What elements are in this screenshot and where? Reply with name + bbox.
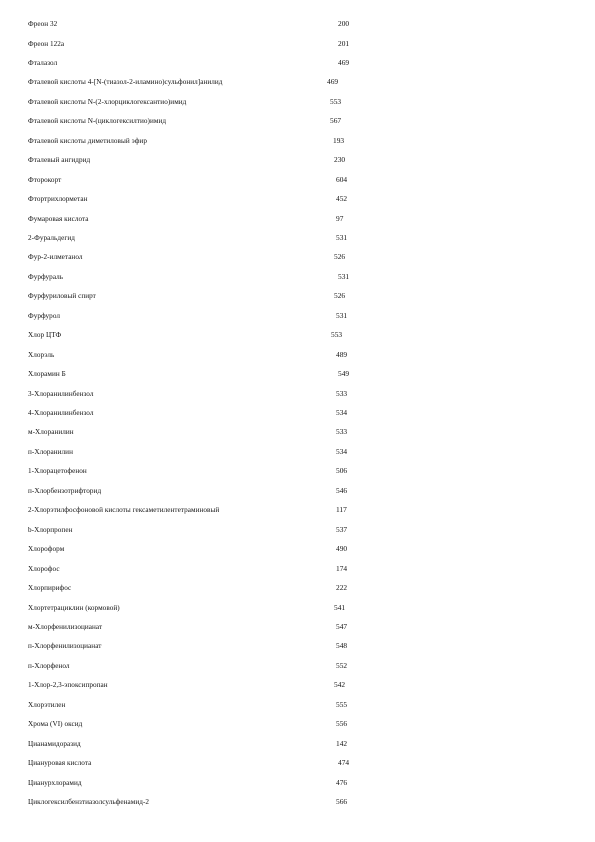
entry-name: Фталевой кислоты N-(циклогексилтио)имид xyxy=(28,117,167,126)
entry-name: Фталевый ангидрид xyxy=(28,156,91,165)
entry-page-number: 534 xyxy=(336,408,348,417)
entry-page-number: 174 xyxy=(336,563,348,573)
entry-page-number: 142 xyxy=(336,738,348,748)
entry-page-number: 193 xyxy=(333,135,345,145)
entry-name: 1-Хлор-2,3-эпоксипропан xyxy=(28,681,108,690)
entry-name: п-Хлорфенол xyxy=(28,661,70,670)
entry-page-number: 476 xyxy=(336,777,348,787)
entry-name: Фурфураль xyxy=(28,272,64,281)
entry-name: Фурфурол xyxy=(28,311,61,320)
entry-name: 3-Хлоранилинбензол xyxy=(28,389,94,398)
entry-name: Фталевой кислоты 4-[N-(тиазол-2-иламино)сульфонил]анилид xyxy=(28,78,223,87)
index-entry xyxy=(0,250,595,264)
index-entry xyxy=(0,406,595,420)
entry-page-number: 533 xyxy=(336,427,348,437)
index-entry xyxy=(0,95,595,109)
entry-page-number: 567 xyxy=(330,116,342,126)
entry-name: 2-Хлорэтилфосфоновой кислоты гексаметилентетраминовый xyxy=(28,506,220,515)
index-entry xyxy=(0,212,595,226)
entry-name: м-Хлоранилин xyxy=(28,428,74,437)
entry-name: b-Хлорпропен xyxy=(28,525,73,534)
entry-name: п-Хлорфенилизоцианат xyxy=(28,642,102,651)
index-entry xyxy=(0,562,595,576)
entry-page-number: 546 xyxy=(336,485,348,495)
index-entry xyxy=(0,192,595,206)
entry-name: Циклогексилбензтиазолсульфенамид-2 xyxy=(28,798,150,806)
index-entry xyxy=(0,464,595,478)
entry-page-number: 531 xyxy=(338,271,350,281)
index-entry xyxy=(0,17,595,31)
entry-page-number: 469 xyxy=(327,77,339,87)
entry-name: Фумаровая кислота xyxy=(28,214,89,223)
index-entry xyxy=(0,153,595,167)
entry-page-number: 541 xyxy=(334,602,346,612)
index-entry xyxy=(0,289,595,303)
entry-page-number: 97 xyxy=(336,213,344,223)
index-entry xyxy=(0,756,595,770)
entry-page-number: 533 xyxy=(336,388,348,398)
index-entry xyxy=(0,387,595,401)
entry-page-number: 552 xyxy=(336,660,348,670)
index-entry xyxy=(0,717,595,731)
index-entry xyxy=(0,601,595,615)
entry-page-number: 469 xyxy=(338,57,350,67)
entry-name: Хлорпирифос xyxy=(28,584,72,592)
entry-page-number: 531 xyxy=(336,232,348,242)
entry-page-number: 604 xyxy=(336,174,348,184)
index-entry xyxy=(0,698,595,712)
index-entry xyxy=(0,173,595,187)
index-entry xyxy=(0,639,595,653)
entry-page-number: 506 xyxy=(336,466,348,476)
index-entry xyxy=(0,134,595,148)
entry-name: Хлорэль xyxy=(28,350,55,359)
entry-page-number: 555 xyxy=(336,699,348,709)
entry-page-number: 200 xyxy=(338,19,350,28)
entry-name: Цианамидоразид xyxy=(28,739,81,748)
entry-page-number: 222 xyxy=(336,583,348,592)
entry-page-number: 553 xyxy=(330,96,342,106)
entry-name: Фторокорт xyxy=(28,175,62,184)
index-entry xyxy=(0,328,595,342)
index-entry xyxy=(0,678,595,692)
entry-name: 1-Хлорацетофенон xyxy=(28,467,87,476)
entry-name: Хлорамин Б xyxy=(28,370,66,379)
index-entry xyxy=(0,367,595,381)
entry-page-number: 117 xyxy=(336,505,347,515)
entry-name: п-Хлоранилин xyxy=(28,447,73,456)
index-entry xyxy=(0,620,595,634)
entry-page-number: 547 xyxy=(336,621,348,631)
entry-page-number: 553 xyxy=(331,330,343,340)
entry-page-number: 566 xyxy=(336,797,348,806)
entry-page-number: 534 xyxy=(336,446,348,456)
index-entry xyxy=(0,659,595,673)
index-entry xyxy=(0,270,595,284)
entry-page-number: 201 xyxy=(338,38,350,48)
entry-name: 4-Хлоранилинбензол xyxy=(28,409,94,417)
index-entry xyxy=(0,503,595,517)
entry-page-number: 489 xyxy=(336,349,348,359)
entry-name: м-Хлорфенилизоцианат xyxy=(28,622,103,631)
entry-page-number: 490 xyxy=(336,544,348,554)
entry-name: Хлороформ xyxy=(28,545,65,554)
index-entry xyxy=(0,56,595,70)
entry-name: Фталевой кислоты N-(2-хлорциклогексантио)имид xyxy=(28,97,187,106)
entry-name: Фталевой кислоты диметиловый эфир xyxy=(28,136,147,145)
entry-name: Фтортрихлорметан xyxy=(28,195,88,203)
index-entry xyxy=(0,37,595,51)
index-entry xyxy=(0,737,595,751)
entry-page-number: 549 xyxy=(338,369,350,379)
index-entry xyxy=(0,445,595,459)
entry-name: Хлорэтилен xyxy=(28,700,66,709)
entry-page-number: 556 xyxy=(336,719,348,729)
index-entry xyxy=(0,114,595,128)
entry-name: Хлорофос xyxy=(28,564,60,573)
index-entry xyxy=(0,581,595,595)
entry-page-number: 526 xyxy=(334,291,346,301)
index-entry xyxy=(0,425,595,439)
entry-page-number: 474 xyxy=(338,758,350,768)
entry-name: Хлортетрациклин (кормовой) xyxy=(28,603,120,612)
entry-name: Фталазол xyxy=(28,58,58,67)
index-entry xyxy=(0,523,595,537)
index-entry xyxy=(0,542,595,556)
entry-name: Фреон 122а xyxy=(28,39,65,48)
entry-name: Хлор ЦТФ xyxy=(28,331,62,340)
entry-name: 2-Фуральдегид xyxy=(28,233,75,242)
entry-name: Фреон 32 xyxy=(28,20,58,28)
index-entry xyxy=(0,348,595,362)
index-entry xyxy=(0,484,595,498)
index-entry xyxy=(0,75,595,89)
entry-name: Циануровая кислота xyxy=(28,759,92,768)
entry-page-number: 542 xyxy=(334,680,346,690)
entry-page-number: 452 xyxy=(336,194,348,203)
entry-page-number: 537 xyxy=(336,524,348,534)
index-entry xyxy=(0,776,595,790)
entry-page-number: 230 xyxy=(334,155,346,165)
entry-name: п-Хлорбензотрифторид xyxy=(28,486,102,495)
entry-page-number: 531 xyxy=(336,310,348,320)
entry-name: Фурфуриловый спирт xyxy=(28,292,96,301)
index-entry xyxy=(0,309,595,323)
index-entry xyxy=(0,795,595,809)
entry-page-number: 548 xyxy=(336,641,348,651)
entry-name: Хрома (VI) оксид xyxy=(28,720,83,729)
index-entry xyxy=(0,231,595,245)
entry-name: Цианурхлорамид xyxy=(28,778,82,787)
entry-page-number: 526 xyxy=(334,252,346,262)
entry-name: Фур-2-илметанол xyxy=(28,253,83,262)
